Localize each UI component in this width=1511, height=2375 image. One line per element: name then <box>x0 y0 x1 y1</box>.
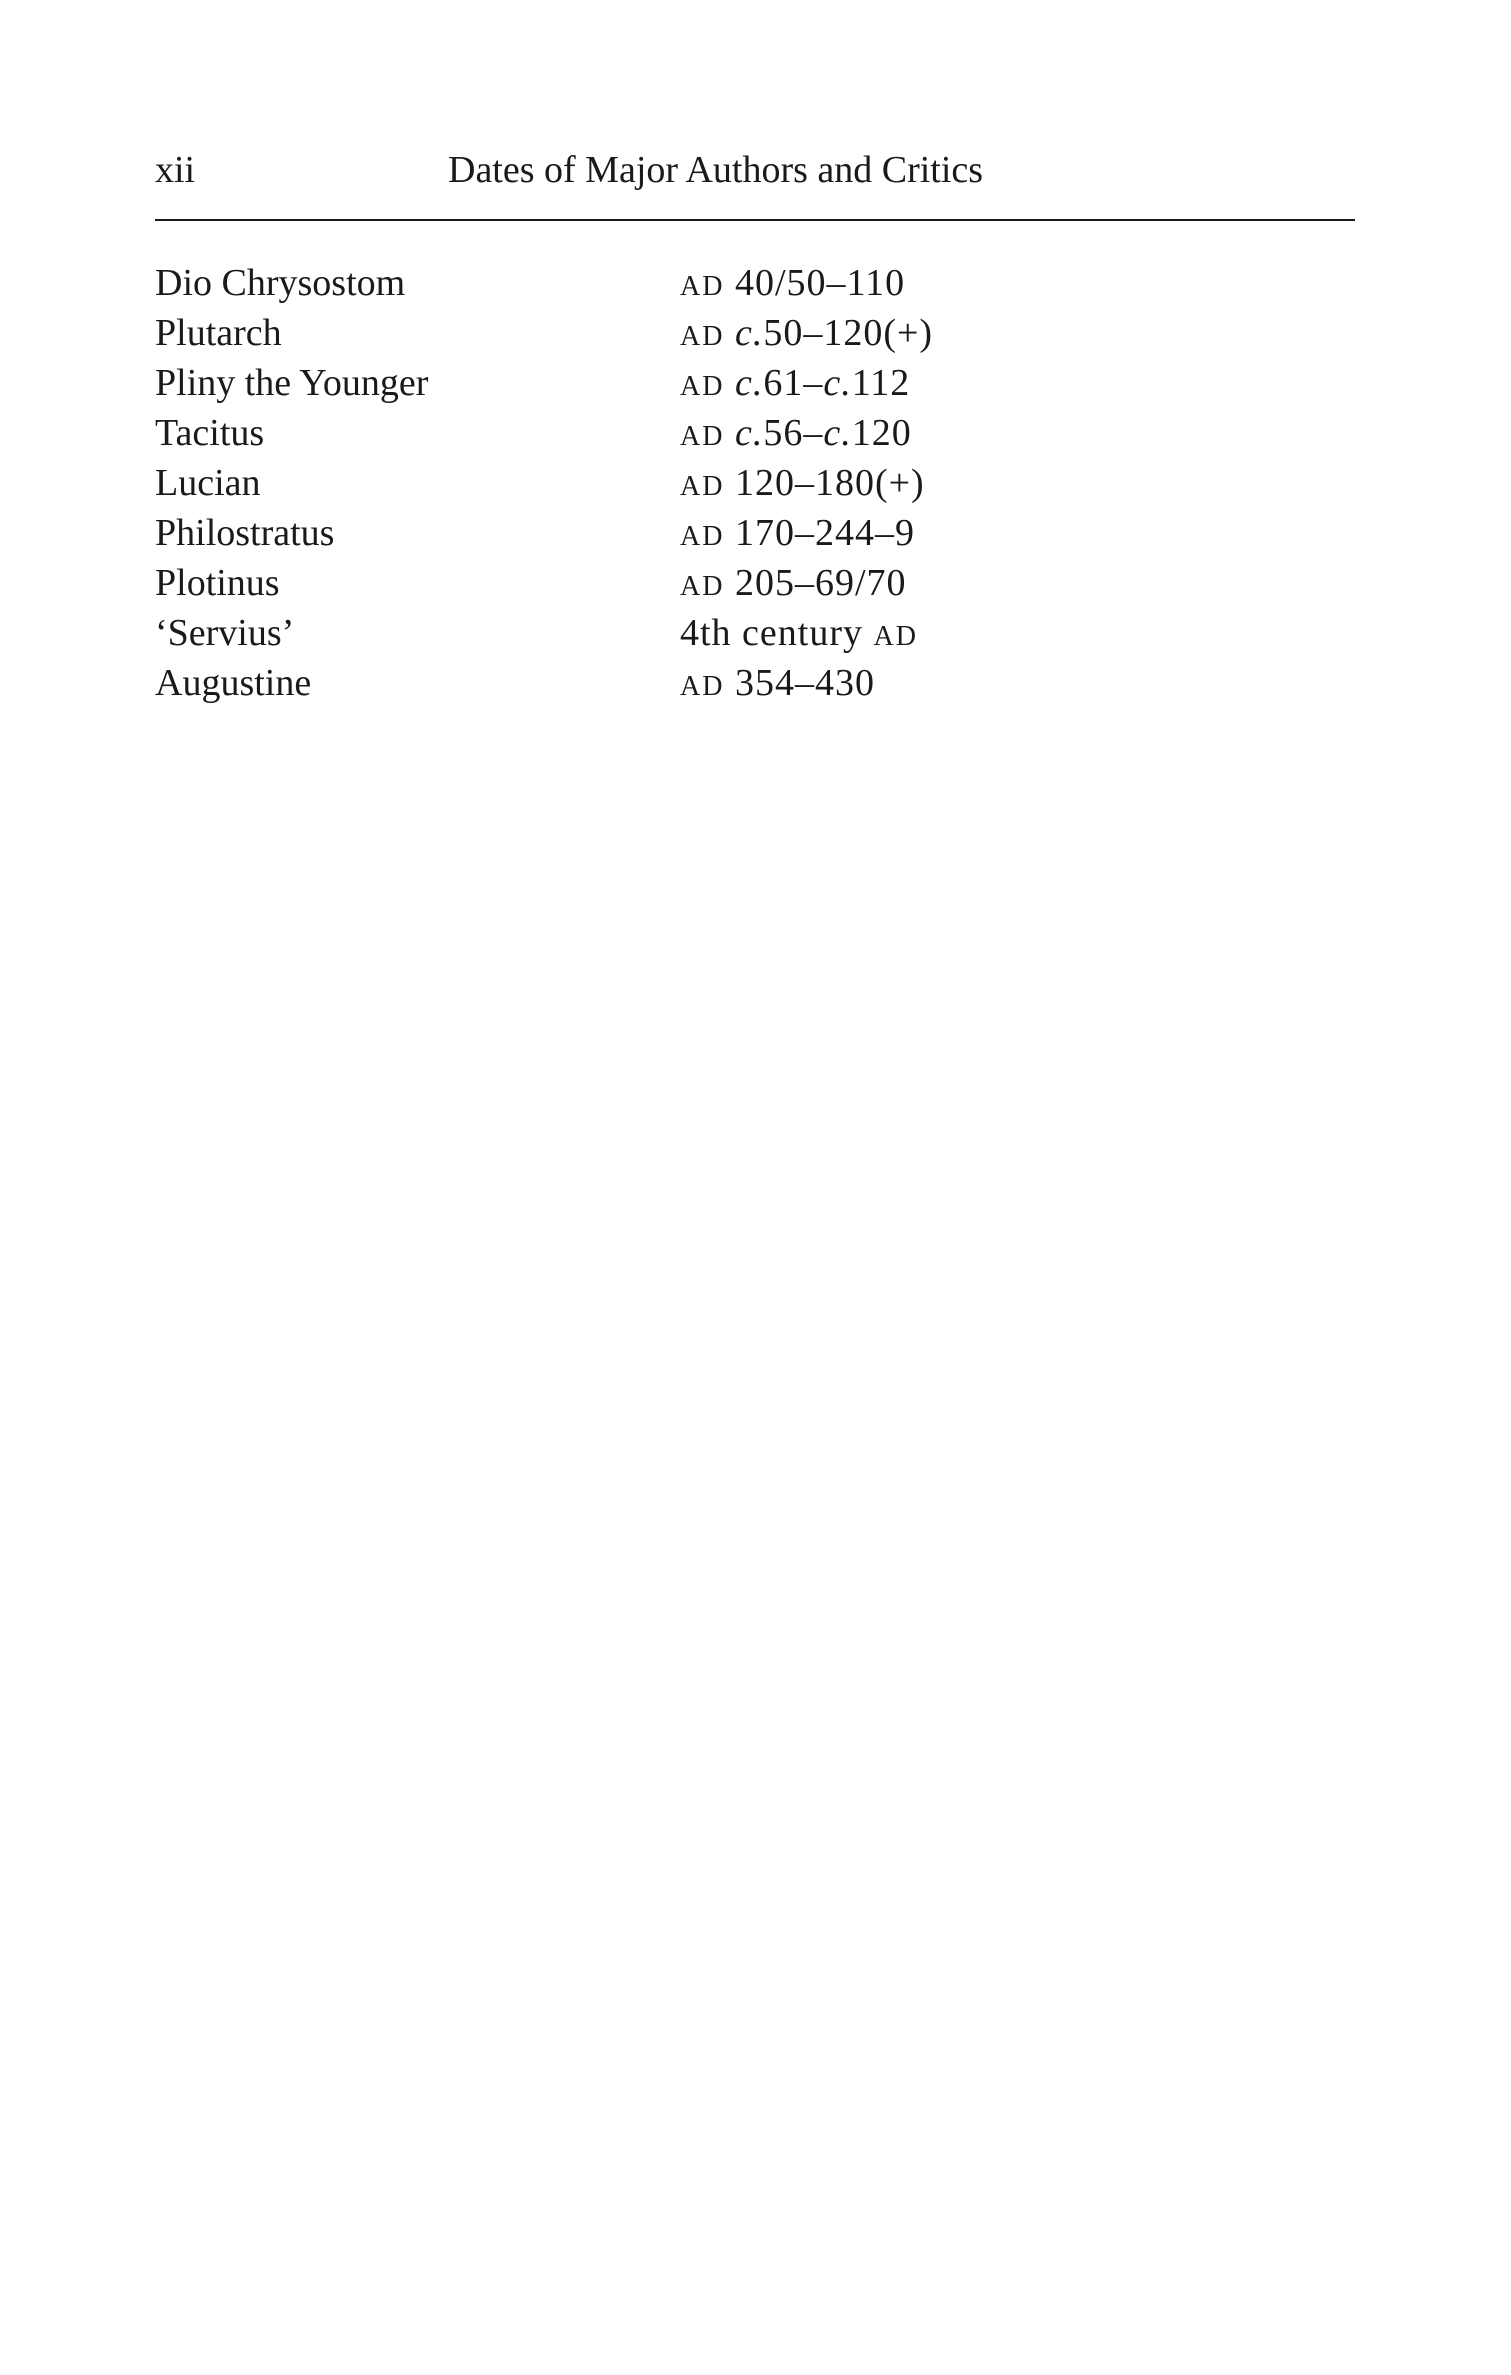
date-range: 120–180(+) <box>724 462 925 504</box>
author-name: ‘Servius’ <box>155 612 295 654</box>
era-label: AD <box>680 571 725 602</box>
author-name: Dio Chrysostom <box>155 262 406 304</box>
author-dates <box>680 658 875 712</box>
author-dates <box>680 258 905 312</box>
date-range: 354–430 <box>724 662 875 704</box>
author-dates <box>680 558 907 612</box>
circa-mark: c. <box>823 412 852 454</box>
page-number: xii <box>155 149 196 191</box>
author-name: Plotinus <box>155 562 280 604</box>
author-name: Philostratus <box>155 512 335 554</box>
author-dates <box>680 408 912 462</box>
dates-table <box>155 258 1255 708</box>
circa-mark: c. <box>734 312 764 354</box>
running-head: Dates of Major Authors and Critics <box>448 149 984 191</box>
table-row <box>155 508 1255 558</box>
era-label: AD <box>680 671 725 702</box>
date-range: 50–120(+) <box>763 312 934 354</box>
table-row <box>155 308 1255 358</box>
author-name: Plutarch <box>155 312 282 354</box>
author-dates <box>680 308 933 362</box>
date-end: 120 <box>851 412 912 454</box>
date-range: 170–244–9 <box>724 512 915 554</box>
era-label: AD <box>680 471 725 502</box>
author-dates <box>680 358 910 412</box>
circa-mark: c. <box>734 362 764 404</box>
date-start: 61– <box>763 362 824 404</box>
date-range: 205–69/70 <box>724 562 907 604</box>
date-start: 56– <box>763 412 824 454</box>
circa-mark: c. <box>823 362 852 404</box>
author-dates <box>680 458 925 512</box>
page-header <box>155 140 1355 200</box>
circa-mark: c. <box>734 412 764 454</box>
century-label: 4th century <box>680 612 874 654</box>
table-row <box>155 608 1255 658</box>
table-row <box>155 558 1255 608</box>
table-row <box>155 458 1255 508</box>
author-name: Tacitus <box>155 412 265 454</box>
author-dates <box>680 608 918 662</box>
author-name: Augustine <box>155 662 312 704</box>
author-dates <box>680 508 915 562</box>
header-rule <box>155 219 1355 221</box>
table-row <box>155 258 1255 308</box>
era-label: AD <box>680 271 725 302</box>
era-label: AD <box>680 421 725 452</box>
era-label: AD <box>680 321 725 352</box>
date-range: 40/50–110 <box>724 262 906 304</box>
era-label: AD <box>680 371 725 402</box>
era-label: AD <box>680 521 725 552</box>
author-name: Pliny the Younger <box>155 362 429 404</box>
table-row <box>155 358 1255 408</box>
era-label: AD <box>873 621 918 652</box>
table-row <box>155 408 1255 458</box>
date-end: 112 <box>851 362 911 404</box>
table-row <box>155 658 1255 708</box>
author-name: Lucian <box>155 462 261 504</box>
